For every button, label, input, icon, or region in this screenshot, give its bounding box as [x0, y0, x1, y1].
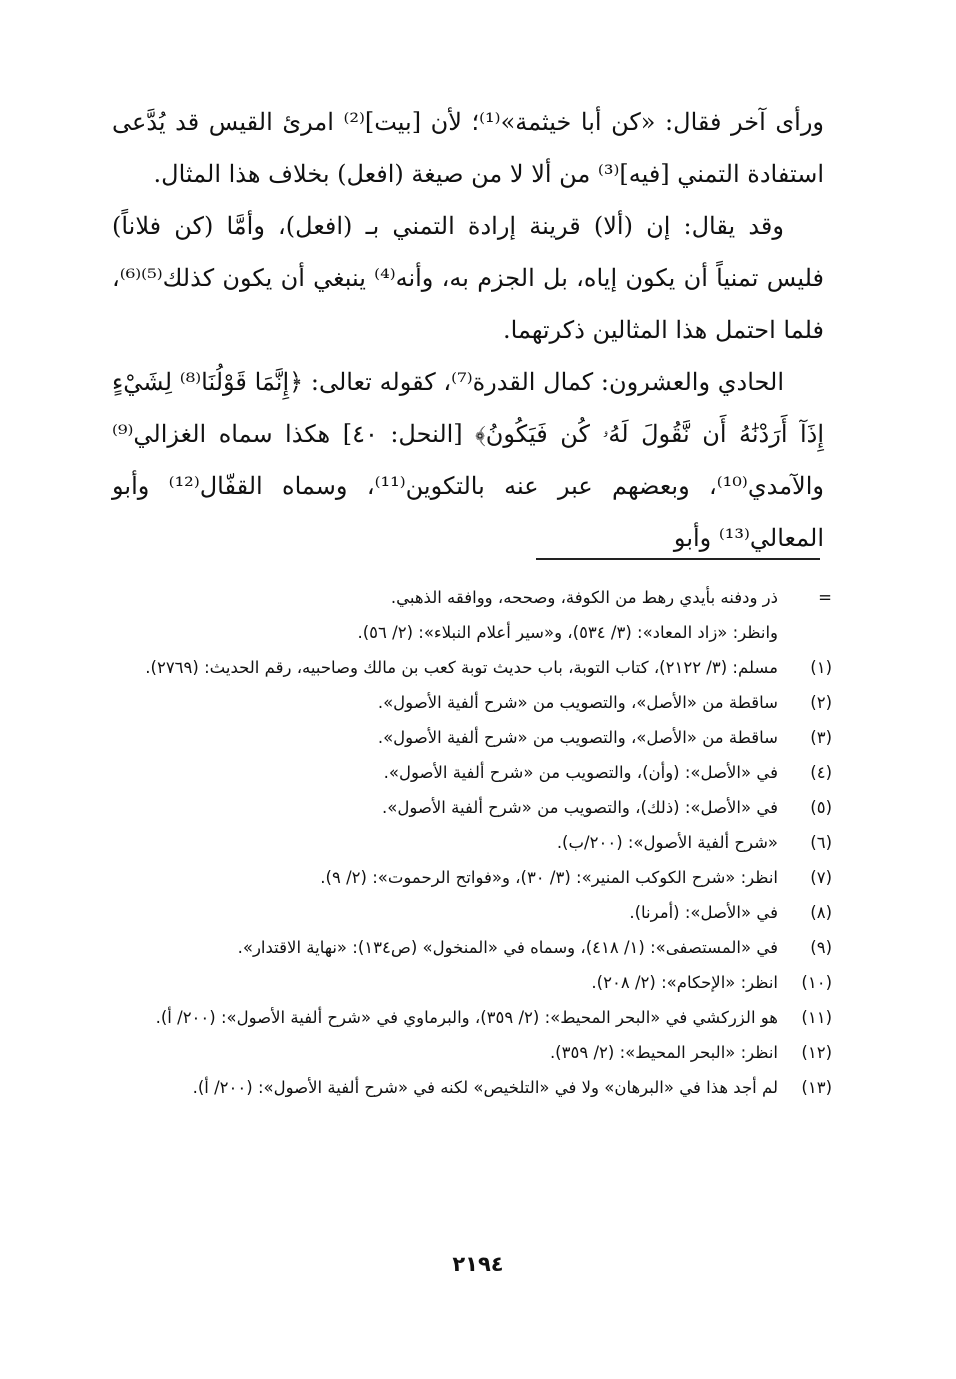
footnote-item — [112, 895, 832, 930]
footnote-text: هو الزركشي في «البحر المحيط»: (٢/ ٣٥٩)، والبرماوي في «شرح ألفية الأصول»: (٢٠٠/ أ). — [155, 1008, 778, 1027]
footnote-item — [112, 825, 832, 860]
main-paragraph-3: الحادي والعشرون: كمال القدرة⁽⁷⁾، كقوله تعالى: ﴿إِنَّمَا قَوْلُنَا⁽⁸⁾ لِشَيْءٍ إِذَآ أَرَدْنَٰهُ أَن نَّقُولَ لَهُۥ كُن فَيَكُونُ﴾ [النحل: ٤٠] هكذا سماه الغزالي⁽⁹⁾ والآمدي⁽¹⁰⁾، وبعضهم عبر عنه بالتكوين⁽¹¹⁾، وسماه القفّال⁽¹²⁾ وأبو المعالي⁽¹³⁾ وأبو — [112, 368, 824, 552]
footnote-text: ساقطة من «الأصل»، والتصويب من «شرح ألفية الأصول». — [377, 693, 778, 712]
footnote-number: (١٠) — [801, 973, 832, 992]
footnote-text: مسلم: (٣/ ٢١٢٢)، كتاب التوبة، باب حديث توبة كعب بن مالك وصاحبيه، رقم الحديث: (٢٧٦٩). — [145, 658, 778, 677]
footnote-item — [112, 1070, 832, 1105]
footnote-text: انظر: «شرح الكوكب المنير»: (٣/ ٣٠)، و«فواتح الرحموت»: (٢/ ٩). — [320, 868, 778, 887]
footnote-item — [112, 685, 832, 720]
main-text-block — [112, 96, 824, 564]
footnote-item — [112, 930, 832, 965]
footnote-text: انظر: «الإحكام»: (٢/ ٢٠٨). — [591, 973, 778, 992]
footnote-item — [112, 650, 832, 685]
footnote-text: لم أجد هذا في «البرهان» ولا في «التلخيص» لكنه في «شرح ألفية الأصول»: (٢٠٠/ أ). — [192, 1078, 778, 1097]
footnote-number: (٤) — [810, 763, 832, 782]
footnote-number: (٣) — [810, 728, 832, 747]
footnotes-list — [112, 580, 832, 1105]
footnote-number: (٧) — [810, 868, 832, 887]
footnote-number: (١) — [810, 658, 832, 677]
footnote-number: (١٣) — [801, 1078, 832, 1097]
footnote-item — [112, 860, 832, 895]
footnote-text: في «الأصل»: (ذلك)، والتصويب من «شرح ألفية الأصول». — [382, 798, 778, 817]
page-number: ٢١٩٤ — [452, 1252, 504, 1276]
main-paragraph-1: ورأى آخر فقال: «كن أبا خيثمة»⁽¹⁾؛ لأن [بيت]⁽²⁾ امرئ القيس قد يُدَّعى استفادة التمني [فيه]⁽³⁾ من ألا لا من صيغة (افعل) بخلاف هذا المثال. — [112, 108, 825, 188]
footnote-text: ساقطة من «الأصل»، والتصويب من «شرح ألفية الأصول». — [377, 728, 778, 747]
footnote-item — [112, 965, 832, 1000]
footnote-item — [112, 790, 832, 825]
footnote-text: في «الأصل»: (وأن)، والتصويب من «شرح ألفية الأصول». — [383, 763, 778, 782]
footnote-text: في «الأصل»: (أمرنا). — [629, 903, 778, 922]
footnote-item — [112, 1000, 832, 1035]
footnote-text: وانظر: «زاد المعاد»: (٣/ ٥٣٤)، و«سير أعلام النبلاء»: (٢/ ٥٦). — [357, 623, 778, 642]
footnote-text: «شرح ألفية الأصول»: (٢٠٠/ب). — [556, 833, 778, 852]
footnote-separator — [536, 558, 820, 560]
main-paragraph-2: وقد يقال: إن (ألا) قرينة إرادة التمني بـ (افعل)، وأمَّا (كن فلاناً) فليس تمنياً أن يكون إياه، بل الجزم به، وأنه⁽⁴⁾ ينبغي أن يكون كذلك⁽⁵⁾⁽⁶⁾، فلما احتمل هذا المثالين ذكرتهما. — [112, 212, 824, 344]
footnote-item — [112, 1035, 832, 1070]
footnote-number: (٥) — [810, 798, 832, 817]
footnote-number: = — [818, 588, 832, 607]
footnote-number: (٨) — [810, 903, 832, 922]
footnote-number: (١٢) — [801, 1043, 832, 1062]
footnote-number: (١١) — [801, 1008, 832, 1027]
footnote-item — [112, 720, 832, 755]
footnote-item — [112, 615, 832, 650]
footnote-item — [112, 580, 832, 615]
footnote-text: ذر ودفنه بأيدي رهط من الكوفة، وصححه، ووافقه الذهبي. — [390, 588, 778, 607]
footnote-number: (٦) — [810, 833, 832, 852]
footnote-number: (٢) — [810, 693, 832, 712]
footnote-text: انظر: «البحر المحيط»: (٢/ ٣٥٩). — [549, 1043, 778, 1062]
footnote-text: في «المستصفى»: (١/ ٤١٨)، وسماه في «المنخول» (ص١٣٤): «نهاية الاقتدار». — [237, 938, 778, 957]
footnote-number — [778, 615, 832, 650]
footnote-item — [112, 755, 832, 790]
footnote-number: (٩) — [810, 938, 832, 957]
